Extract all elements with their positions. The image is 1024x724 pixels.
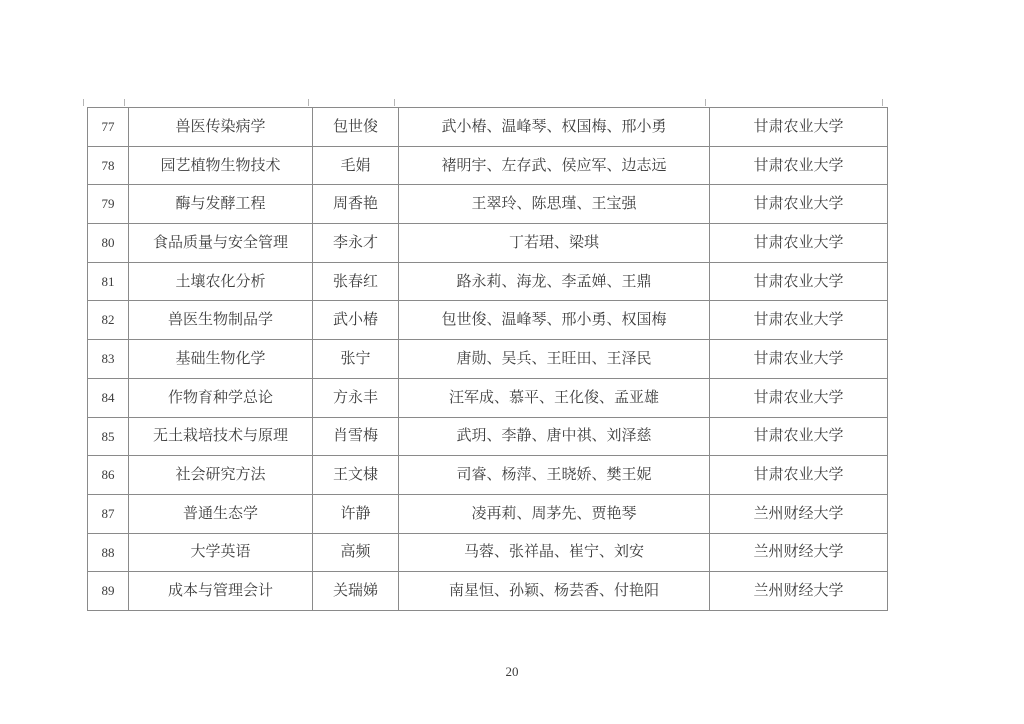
instructor-name: 毛娟	[313, 146, 399, 185]
table-continuation-tick	[308, 99, 309, 106]
table-continuation-tick	[394, 99, 395, 106]
row-number: 85	[88, 417, 129, 456]
instructor-name: 高频	[313, 533, 399, 572]
team-members: 褚明宇、左存武、侯应军、边志远	[399, 146, 710, 185]
team-members: 丁若珺、梁琪	[399, 224, 710, 263]
instructor-name: 关瑞娣	[313, 572, 399, 611]
course-name: 社会研究方法	[129, 456, 313, 495]
course-name: 大学英语	[129, 533, 313, 572]
table-row	[88, 572, 888, 611]
course-name: 基础生物化学	[129, 340, 313, 379]
table-row	[88, 301, 888, 340]
row-number: 82	[88, 301, 129, 340]
table-row	[88, 378, 888, 417]
university-name: 甘肃农业大学	[710, 456, 888, 495]
team-members: 凌再莉、周茅先、贾艳琴	[399, 494, 710, 533]
table-row	[88, 185, 888, 224]
course-name: 成本与管理会计	[129, 572, 313, 611]
course-name: 食品质量与安全管理	[129, 224, 313, 263]
table-row	[88, 108, 888, 147]
university-name: 兰州财经大学	[710, 533, 888, 572]
team-members: 马蓉、张祥晶、崔宁、刘安	[399, 533, 710, 572]
university-name: 甘肃农业大学	[710, 185, 888, 224]
team-members: 唐勋、吴兵、王旺田、王泽民	[399, 340, 710, 379]
team-members: 路永莉、海龙、李孟婵、王鼎	[399, 262, 710, 301]
row-number: 86	[88, 456, 129, 495]
university-name: 甘肃农业大学	[710, 108, 888, 147]
row-number: 88	[88, 533, 129, 572]
university-name: 甘肃农业大学	[710, 378, 888, 417]
instructor-name: 张宁	[313, 340, 399, 379]
course-name: 园艺植物生物技术	[129, 146, 313, 185]
team-members: 汪军成、慕平、王化俊、孟亚雄	[399, 378, 710, 417]
course-name: 兽医生物制品学	[129, 301, 313, 340]
table-continuation-tick	[705, 99, 706, 106]
table-row	[88, 533, 888, 572]
course-table	[87, 107, 888, 611]
row-number: 83	[88, 340, 129, 379]
table-row	[88, 262, 888, 301]
row-number: 80	[88, 224, 129, 263]
course-name: 普通生态学	[129, 494, 313, 533]
instructor-name: 张春红	[313, 262, 399, 301]
course-name: 兽医传染病学	[129, 108, 313, 147]
table-row	[88, 456, 888, 495]
university-name: 甘肃农业大学	[710, 417, 888, 456]
team-members: 南星恒、孙颖、杨芸香、付艳阳	[399, 572, 710, 611]
page-number: 20	[505, 664, 519, 679]
table-row	[88, 417, 888, 456]
university-name: 兰州财经大学	[710, 572, 888, 611]
row-number: 81	[88, 262, 129, 301]
instructor-name: 方永丰	[313, 378, 399, 417]
instructor-name: 周香艳	[313, 185, 399, 224]
team-members: 王翠玲、陈思瑾、王宝强	[399, 185, 710, 224]
row-number: 78	[88, 146, 129, 185]
course-name: 作物育种学总论	[129, 378, 313, 417]
course-name: 无土栽培技术与原理	[129, 417, 313, 456]
team-members: 武小椿、温峰琴、权国梅、邢小勇	[399, 108, 710, 147]
course-name: 土壤农化分析	[129, 262, 313, 301]
row-number: 89	[88, 572, 129, 611]
table-continuation-tick	[882, 99, 883, 106]
university-name: 兰州财经大学	[710, 494, 888, 533]
university-name: 甘肃农业大学	[710, 340, 888, 379]
instructor-name: 许静	[313, 494, 399, 533]
instructor-name: 武小椿	[313, 301, 399, 340]
instructor-name: 肖雪梅	[313, 417, 399, 456]
instructor-name: 李永才	[313, 224, 399, 263]
team-members: 包世俊、温峰琴、邢小勇、权国梅	[399, 301, 710, 340]
university-name: 甘肃农业大学	[710, 146, 888, 185]
table-row	[88, 340, 888, 379]
instructor-name: 王文棣	[313, 456, 399, 495]
table-continuation-tick	[83, 99, 84, 106]
university-name: 甘肃农业大学	[710, 262, 888, 301]
team-members: 武玥、李静、唐中祺、刘泽慈	[399, 417, 710, 456]
row-number: 77	[88, 108, 129, 147]
row-number: 79	[88, 185, 129, 224]
row-number: 84	[88, 378, 129, 417]
table-continuation-tick	[124, 99, 125, 106]
instructor-name: 包世俊	[313, 108, 399, 147]
table-row	[88, 494, 888, 533]
table-row	[88, 146, 888, 185]
university-name: 甘肃农业大学	[710, 224, 888, 263]
course-name: 酶与发酵工程	[129, 185, 313, 224]
course-table-body	[88, 108, 888, 611]
team-members: 司睿、杨萍、王晓娇、樊王妮	[399, 456, 710, 495]
university-name: 甘肃农业大学	[710, 301, 888, 340]
table-row	[88, 224, 888, 263]
row-number: 87	[88, 494, 129, 533]
